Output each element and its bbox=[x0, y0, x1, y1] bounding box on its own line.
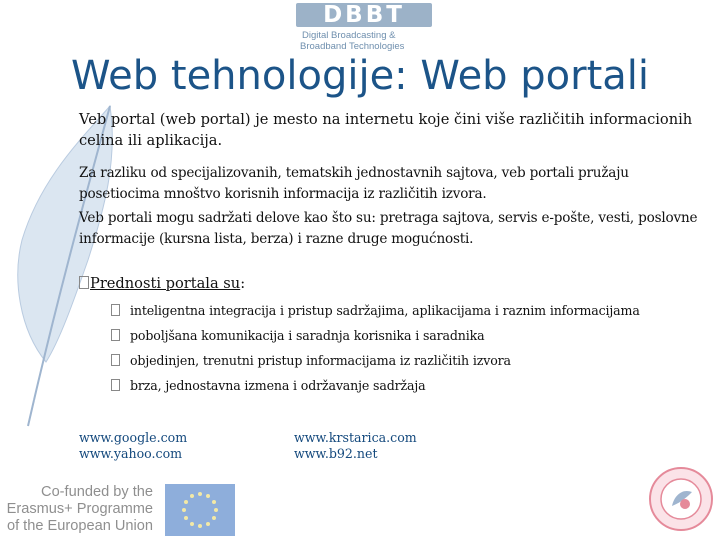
link-b92[interactable]: www.b92.net bbox=[294, 446, 378, 461]
logo-subtitle-2: Broadband Technologies bbox=[300, 41, 405, 52]
eu-flag-icon bbox=[165, 484, 235, 536]
list-item bbox=[111, 303, 640, 318]
link-yahoo[interactable]: www.yahoo.com bbox=[79, 446, 183, 461]
bullet-icon bbox=[111, 379, 120, 391]
bullet-icon bbox=[111, 304, 120, 316]
bullet-icon bbox=[111, 354, 120, 366]
bullet-icon bbox=[79, 276, 89, 289]
cofunded-line-3: of the European Union bbox=[6, 518, 153, 534]
list-item bbox=[111, 378, 425, 393]
logo-subtitle-1: Digital Broadcasting & bbox=[302, 30, 396, 41]
cofunded-line-2: Erasmus+ Programme bbox=[6, 501, 153, 517]
slide-title: Web tehnologije: Web portali bbox=[70, 53, 650, 99]
links-column-1 bbox=[79, 430, 187, 462]
bullet-icon bbox=[111, 329, 120, 341]
list-item-text: brza, jednostavna izmena i održavanje sadržaja bbox=[130, 378, 426, 393]
list-item-text: objedinjen, trenutni pristup informacijama iz različitih izvora bbox=[130, 353, 511, 368]
link-krstarica[interactable]: www.krstarica.com bbox=[294, 430, 417, 445]
list-item-text: inteligentna integracija i pristup sadržajima, aplikacijama i raznim informacijama bbox=[130, 303, 640, 318]
logo-text: DBBT bbox=[323, 2, 405, 28]
list-item-text: poboljšana komunikacija i saradnja korisnika i saradnika bbox=[130, 328, 485, 343]
cofunded-text bbox=[0, 484, 153, 535]
list-item bbox=[111, 353, 511, 368]
link-google[interactable]: www.google.com bbox=[79, 430, 188, 445]
cofunded-line-1: Co-funded by the bbox=[41, 484, 153, 500]
advantages-heading-text: Prednosti portala su bbox=[90, 275, 241, 292]
paragraph-difference: Za razliku od specijalizovanih, tematskih jednostavnih sajtova, veb portali pružaju posetiocima mnoštvo korisnih informacija iz različitih izvora. bbox=[79, 165, 629, 202]
links-column-2 bbox=[294, 430, 417, 462]
university-seal-icon bbox=[648, 466, 714, 532]
paragraph-contents: Veb portali mogu sadržati delove kao što su: pretraga sajtova, servis e-pošte, vesti, poslovne informacije (kursna lista, berza) i razne druge mogućnosti. bbox=[79, 210, 698, 247]
advantages-colon: : bbox=[240, 275, 246, 292]
dbbt-logo bbox=[296, 3, 432, 51]
paragraph-definition: Veb portal (web portal) je mesto na internetu koje čini više različitih informacionih celina ili aplikacija. bbox=[79, 111, 693, 149]
list-item bbox=[111, 328, 484, 343]
advantages-heading bbox=[79, 275, 245, 292]
